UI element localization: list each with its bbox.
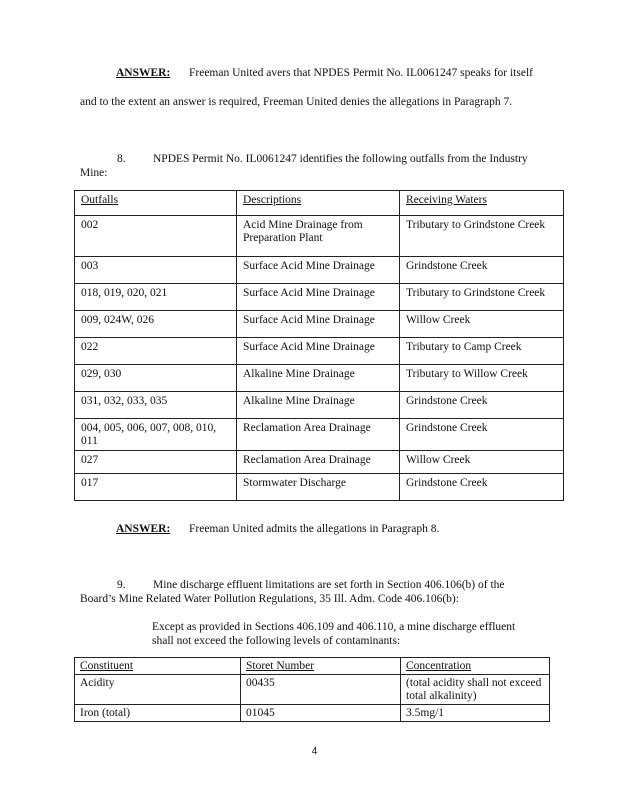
receiving-water-cell: Tributary to Willow Creek (400, 365, 564, 392)
paragraph-8-number: 8. (117, 153, 126, 165)
answer-label: ANSWER: (116, 523, 171, 535)
page-number: 4 (311, 746, 318, 757)
receiving-water-cell: Tributary to Grindstone Creek (400, 284, 564, 311)
outfall-cell: 002 (75, 216, 237, 257)
receiving-water-cell: Willow Creek (400, 311, 564, 338)
paragraph-9-line2: Board’s Mine Related Water Pollution Regulations, 35 Ill. Adm. Code 406.106(b): (80, 593, 459, 605)
receiving-water-cell: Tributary to Camp Creek (400, 338, 564, 365)
table-row (75, 257, 564, 284)
description-cell: Stormwater Discharge (237, 474, 400, 501)
paragraph-8-line1: NPDES Permit No. IL0061247 identifies the following outfalls from the Industry (153, 153, 528, 165)
storet-number-cell: 00435 (241, 675, 401, 705)
description-cell: Surface Acid Mine Drainage (237, 311, 400, 338)
answer-label: ANSWER: (116, 67, 171, 79)
outfall-cell: 022 (75, 338, 237, 365)
receiving-water-cell: Tributary to Grindstone Creek (400, 216, 564, 257)
constituent-cell: Iron (total) (75, 705, 241, 722)
table-row (75, 392, 564, 419)
outfall-cell: 009, 024W, 026 (75, 311, 237, 338)
receiving-water-cell: Willow Creek (400, 451, 564, 474)
storet-number-cell: 01045 (241, 705, 401, 722)
paragraph-9-line1: Mine discharge effluent limitations are set forth in Section 406.106(b) of the (153, 579, 505, 591)
table-row (75, 451, 564, 474)
description-cell: Surface Acid Mine Drainage (237, 257, 400, 284)
description-cell: Surface Acid Mine Drainage (237, 284, 400, 311)
paragraph-9-number: 9. (117, 579, 126, 591)
table-row (75, 705, 550, 722)
outfalls-header-row (75, 191, 564, 216)
column-header-concentration: Concentration (401, 658, 550, 675)
outfalls-table (74, 190, 564, 501)
column-header-constituent: Constituent (75, 658, 241, 675)
receiving-water-cell: Grindstone Creek (400, 257, 564, 284)
table-row (75, 216, 564, 257)
column-header-storet-number: Storet Number (241, 658, 401, 675)
receiving-water-cell: Grindstone Creek (400, 474, 564, 501)
description-cell: Reclamation Area Drainage (237, 419, 400, 451)
answer-text-line2: and to the extent an answer is required, Freeman United denies the allegations in Paragraph 7. (80, 96, 513, 108)
description-cell: Alkaline Mine Drainage (237, 365, 400, 392)
quote-line2: shall not exceed the following levels of contaminants: (152, 635, 401, 647)
outfall-cell: 003 (75, 257, 237, 284)
limits-header-row (75, 658, 550, 675)
table-row (75, 338, 564, 365)
description-cell: Surface Acid Mine Drainage (237, 338, 400, 365)
constituent-cell: Acidity (75, 675, 241, 705)
column-header-descriptions: Descriptions (237, 191, 400, 216)
description-cell: Alkaline Mine Drainage (237, 392, 400, 419)
description-cell: Reclamation Area Drainage (237, 451, 400, 474)
answer-text: Freeman United admits the allegations in Paragraph 8. (189, 523, 440, 535)
effluent-limits-table (74, 657, 550, 722)
concentration-cell: 3.5mg/1 (401, 705, 550, 722)
table-row (75, 474, 564, 501)
outfall-cell: 031, 032, 033, 035 (75, 392, 237, 419)
outfall-cell: 004, 005, 006, 007, 008, 010, 011 (75, 419, 237, 451)
table-row (75, 311, 564, 338)
outfall-cell: 029, 030 (75, 365, 237, 392)
answer-text-line1: Freeman United avers that NPDES Permit No. IL0061247 speaks for itself (189, 67, 533, 79)
concentration-cell: (total acidity shall not exceed total alkalinity) (401, 675, 550, 705)
description-cell: Acid Mine Drainage from Preparation Plant (237, 216, 400, 257)
paragraph-8-line2: Mine: (80, 167, 108, 179)
table-row (75, 284, 564, 311)
outfall-cell: 027 (75, 451, 237, 474)
column-header-receiving-waters: Receiving Waters (400, 191, 564, 216)
column-header-outfalls: Outfalls (75, 191, 237, 216)
receiving-water-cell: Grindstone Creek (400, 392, 564, 419)
table-row (75, 365, 564, 392)
table-row (75, 675, 550, 705)
receiving-water-cell: Grindstone Creek (400, 419, 564, 451)
outfall-cell: 017 (75, 474, 237, 501)
table-row (75, 419, 564, 451)
outfall-cell: 018, 019, 020, 021 (75, 284, 237, 311)
quote-line1: Except as provided in Sections 406.109 and 406.110, a mine discharge effluent (152, 621, 516, 633)
